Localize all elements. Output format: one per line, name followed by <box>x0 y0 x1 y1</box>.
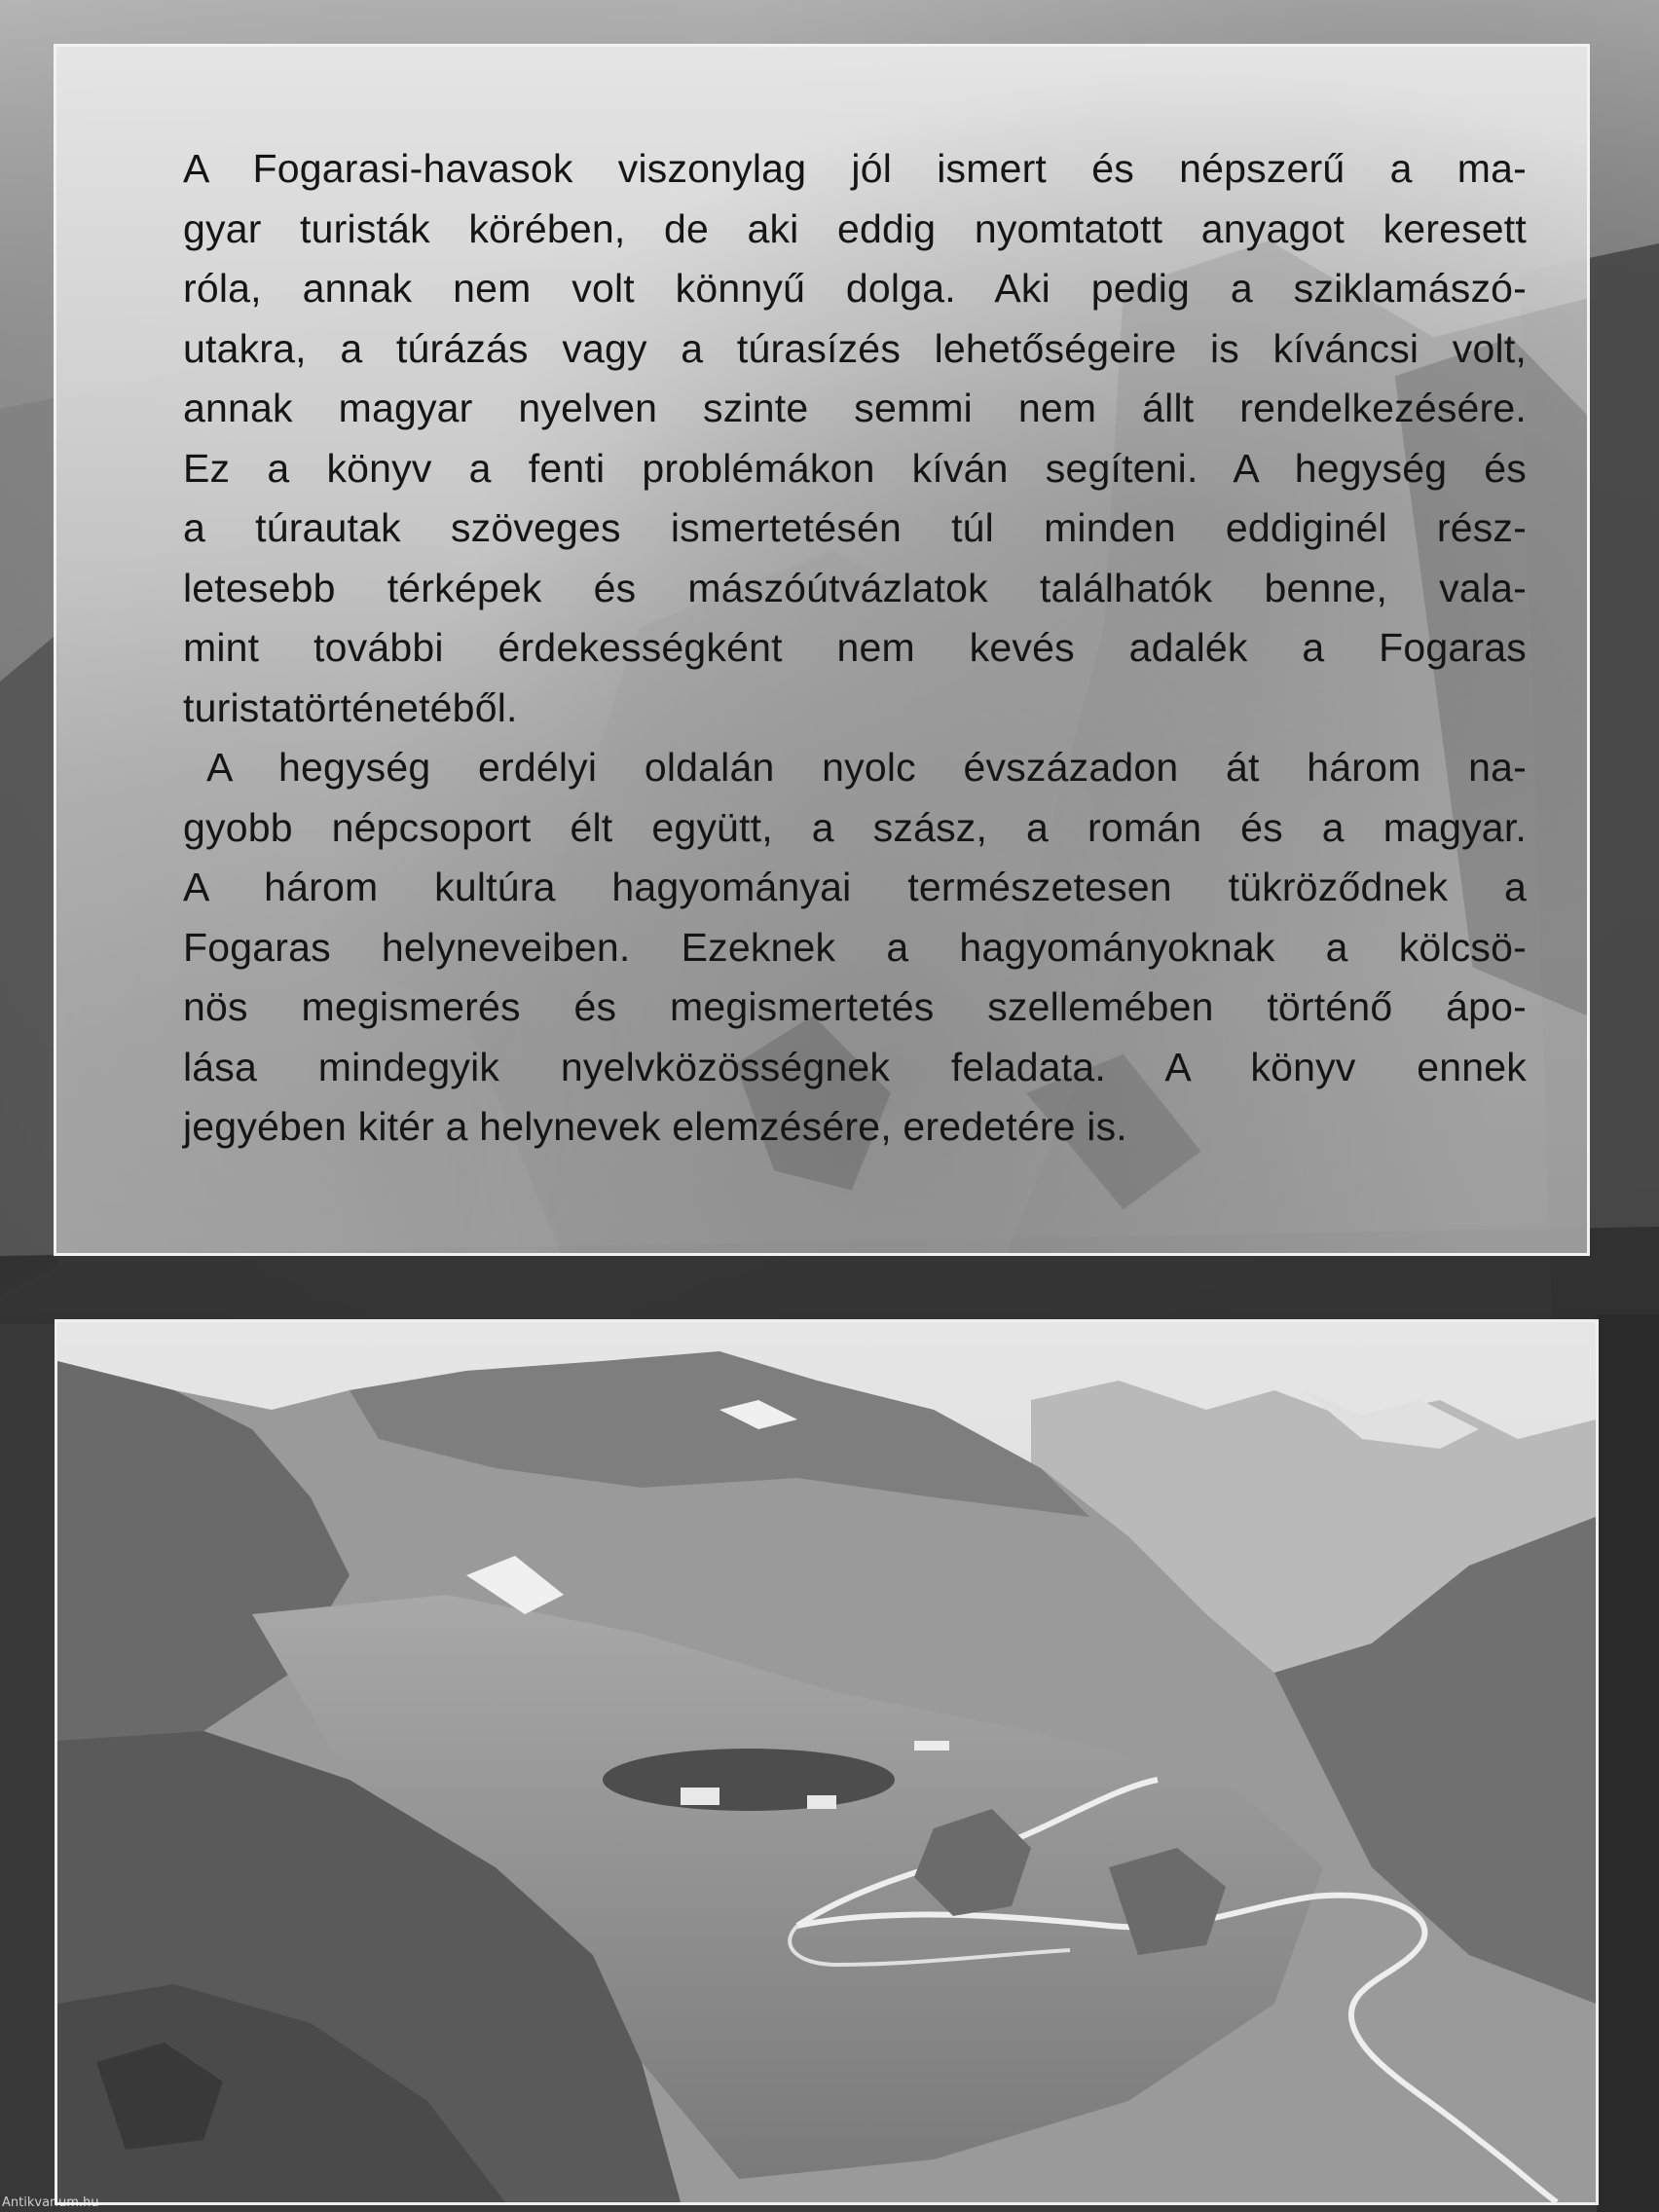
text-line: turistatörténetéből. <box>183 684 518 730</box>
text-line: lása mindegyik nyelvközösségnek feladata. A könyv ennek <box>183 1044 1527 1089</box>
text-line: utakra, a túrázás vagy a túrasízés lehetőségeire is kíváncsi volt, <box>183 325 1527 371</box>
description-text <box>183 139 1527 1158</box>
text-line: róla, annak nem volt könnyű dolga. Aki pedig a sziklamászó- <box>183 266 1527 311</box>
text-line: nös megismerés és megismertetés szellemében történő ápo- <box>183 984 1527 1029</box>
landscape-illustration <box>57 1322 1596 2202</box>
text-line: A három kultúra hagyományai természetesen tükröződnek a <box>183 865 1527 909</box>
text-line: Fogaras helyneveiben. Ezeknek a hagyományoknak a kölcsö- <box>183 924 1527 970</box>
text-line: gyobb népcsoport élt együtt, a szász, a román és a magyar. <box>183 804 1527 850</box>
text-line: jegyében kitér a helynevek elemzésére, eredetére is. <box>183 1104 1127 1149</box>
text-line: A hegység erdélyi oldalán nyolc évszázadon át három na- <box>206 745 1527 790</box>
watermark: Antikvarium.hu <box>2 2195 99 2210</box>
text-panel <box>54 44 1590 1256</box>
text-line: mint további érdekességként nem kevés adalék a Fogaras <box>183 625 1527 670</box>
text-line: annak magyar nyelven szinte semmi nem állt rendelkezésére. <box>183 386 1527 430</box>
mountain-lake-photo <box>55 1319 1599 2205</box>
text-line: gyar turisták körében, de aki eddig nyomtatott anyagot keresett <box>183 205 1527 251</box>
text-line: a túrautak szöveges ismertetésén túl minden eddiginél rész- <box>183 505 1527 550</box>
text-line: A Fogarasi-havasok viszonylag jól ismert és népszerű a ma- <box>183 146 1527 191</box>
text-line: letesebb térképek és mászóútvázlatok találhatók benne, vala- <box>183 565 1527 610</box>
text-line: Ez a könyv a fenti problémákon kíván segíteni. A hegység és <box>183 445 1527 491</box>
